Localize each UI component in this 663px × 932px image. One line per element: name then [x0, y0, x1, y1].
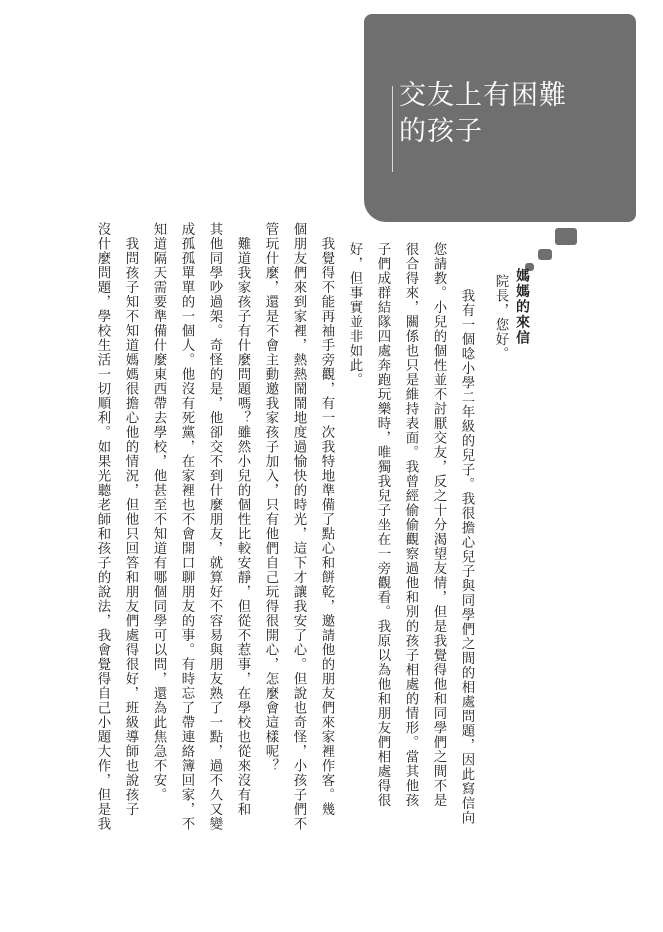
letter-line: 我有一個唸小學二年級的兒子。我很擔心兒子與同學們之間的相處問題，因此寫信向 — [459, 274, 474, 825]
letter-line: 很合得來，關係也只是維持表面。我曾經偷偷觀察過他和別的孩子相處的情形。當其他孩 — [403, 242, 418, 808]
decorative-square-large — [555, 228, 577, 245]
letter-line: 成孤孤單單的一個人。他沒有死黨，在家裡也不會開口聊朋友的事。有時忘了帶連絡簿回家，不 — [179, 222, 194, 831]
letter-line: 我覺得不能再袖手旁觀，有一次我特地準備了點心和餅乾，邀請他的朋友們來家裡作客。幾 — [319, 222, 334, 817]
letter-line: 好，但事實並非如此。 — [347, 242, 362, 387]
letter-line: 我問孩子知不知道媽媽很擔心他的情況，但他只回答和朋友們處得很好，班級導師也說孩子 — [123, 222, 138, 817]
chapter-title-line-2: 的孩子 — [399, 116, 483, 147]
chapter-title-line-1: 交友上有困難 — [399, 80, 567, 111]
letter-line: 沒什麼問題，學校生活一切順利。如果光聽老師和孩子的說法，我會覺得自己小題大作，但是我 — [95, 222, 110, 831]
letter-heading: 媽媽的來信 — [514, 268, 530, 346]
letter-line: 院長，您好。 — [493, 274, 508, 361]
letter-line: 管玩什麼，還是不會主動邀我家孩子加入，只有他們自己玩得很開心，怎麼會這樣呢？ — [263, 222, 278, 773]
decorative-square-medium — [538, 249, 552, 260]
letter-line: 個朋友們來到家裡，熱熱鬧鬧地度過愉快的時光，這下才讓我安了心。但說也奇怪，小孩子們不 — [291, 222, 306, 831]
title-divider-line — [392, 86, 393, 172]
letter-line: 子們成群結隊四處奔跑玩樂時，唯獨我兒子坐在一旁觀看。我原以為他和朋友們相處得很 — [375, 242, 390, 808]
chapter-title — [399, 78, 629, 150]
letter-line: 您請教。小兒的個性並不討厭交友，反之十分渴望友情，但是我覺得他和同學們之間不是 — [431, 242, 446, 808]
letter-line: 其他同學吵過架。奇怪的是，他卻交不到什麼朋友，就算好不容易與朋友熟了一點，過不久又變 — [207, 222, 222, 831]
letter-line: 知道隔天需要準備什麼東西帶去學校，他甚至不知道有哪個同學可以問，還為此焦急不安。 — [151, 222, 166, 802]
letter-line: 難道我家孩子有什麼問題嗎？雖然小兒的個性比較安靜，但從不惹事，在學校也從來沒有和 — [235, 222, 250, 817]
